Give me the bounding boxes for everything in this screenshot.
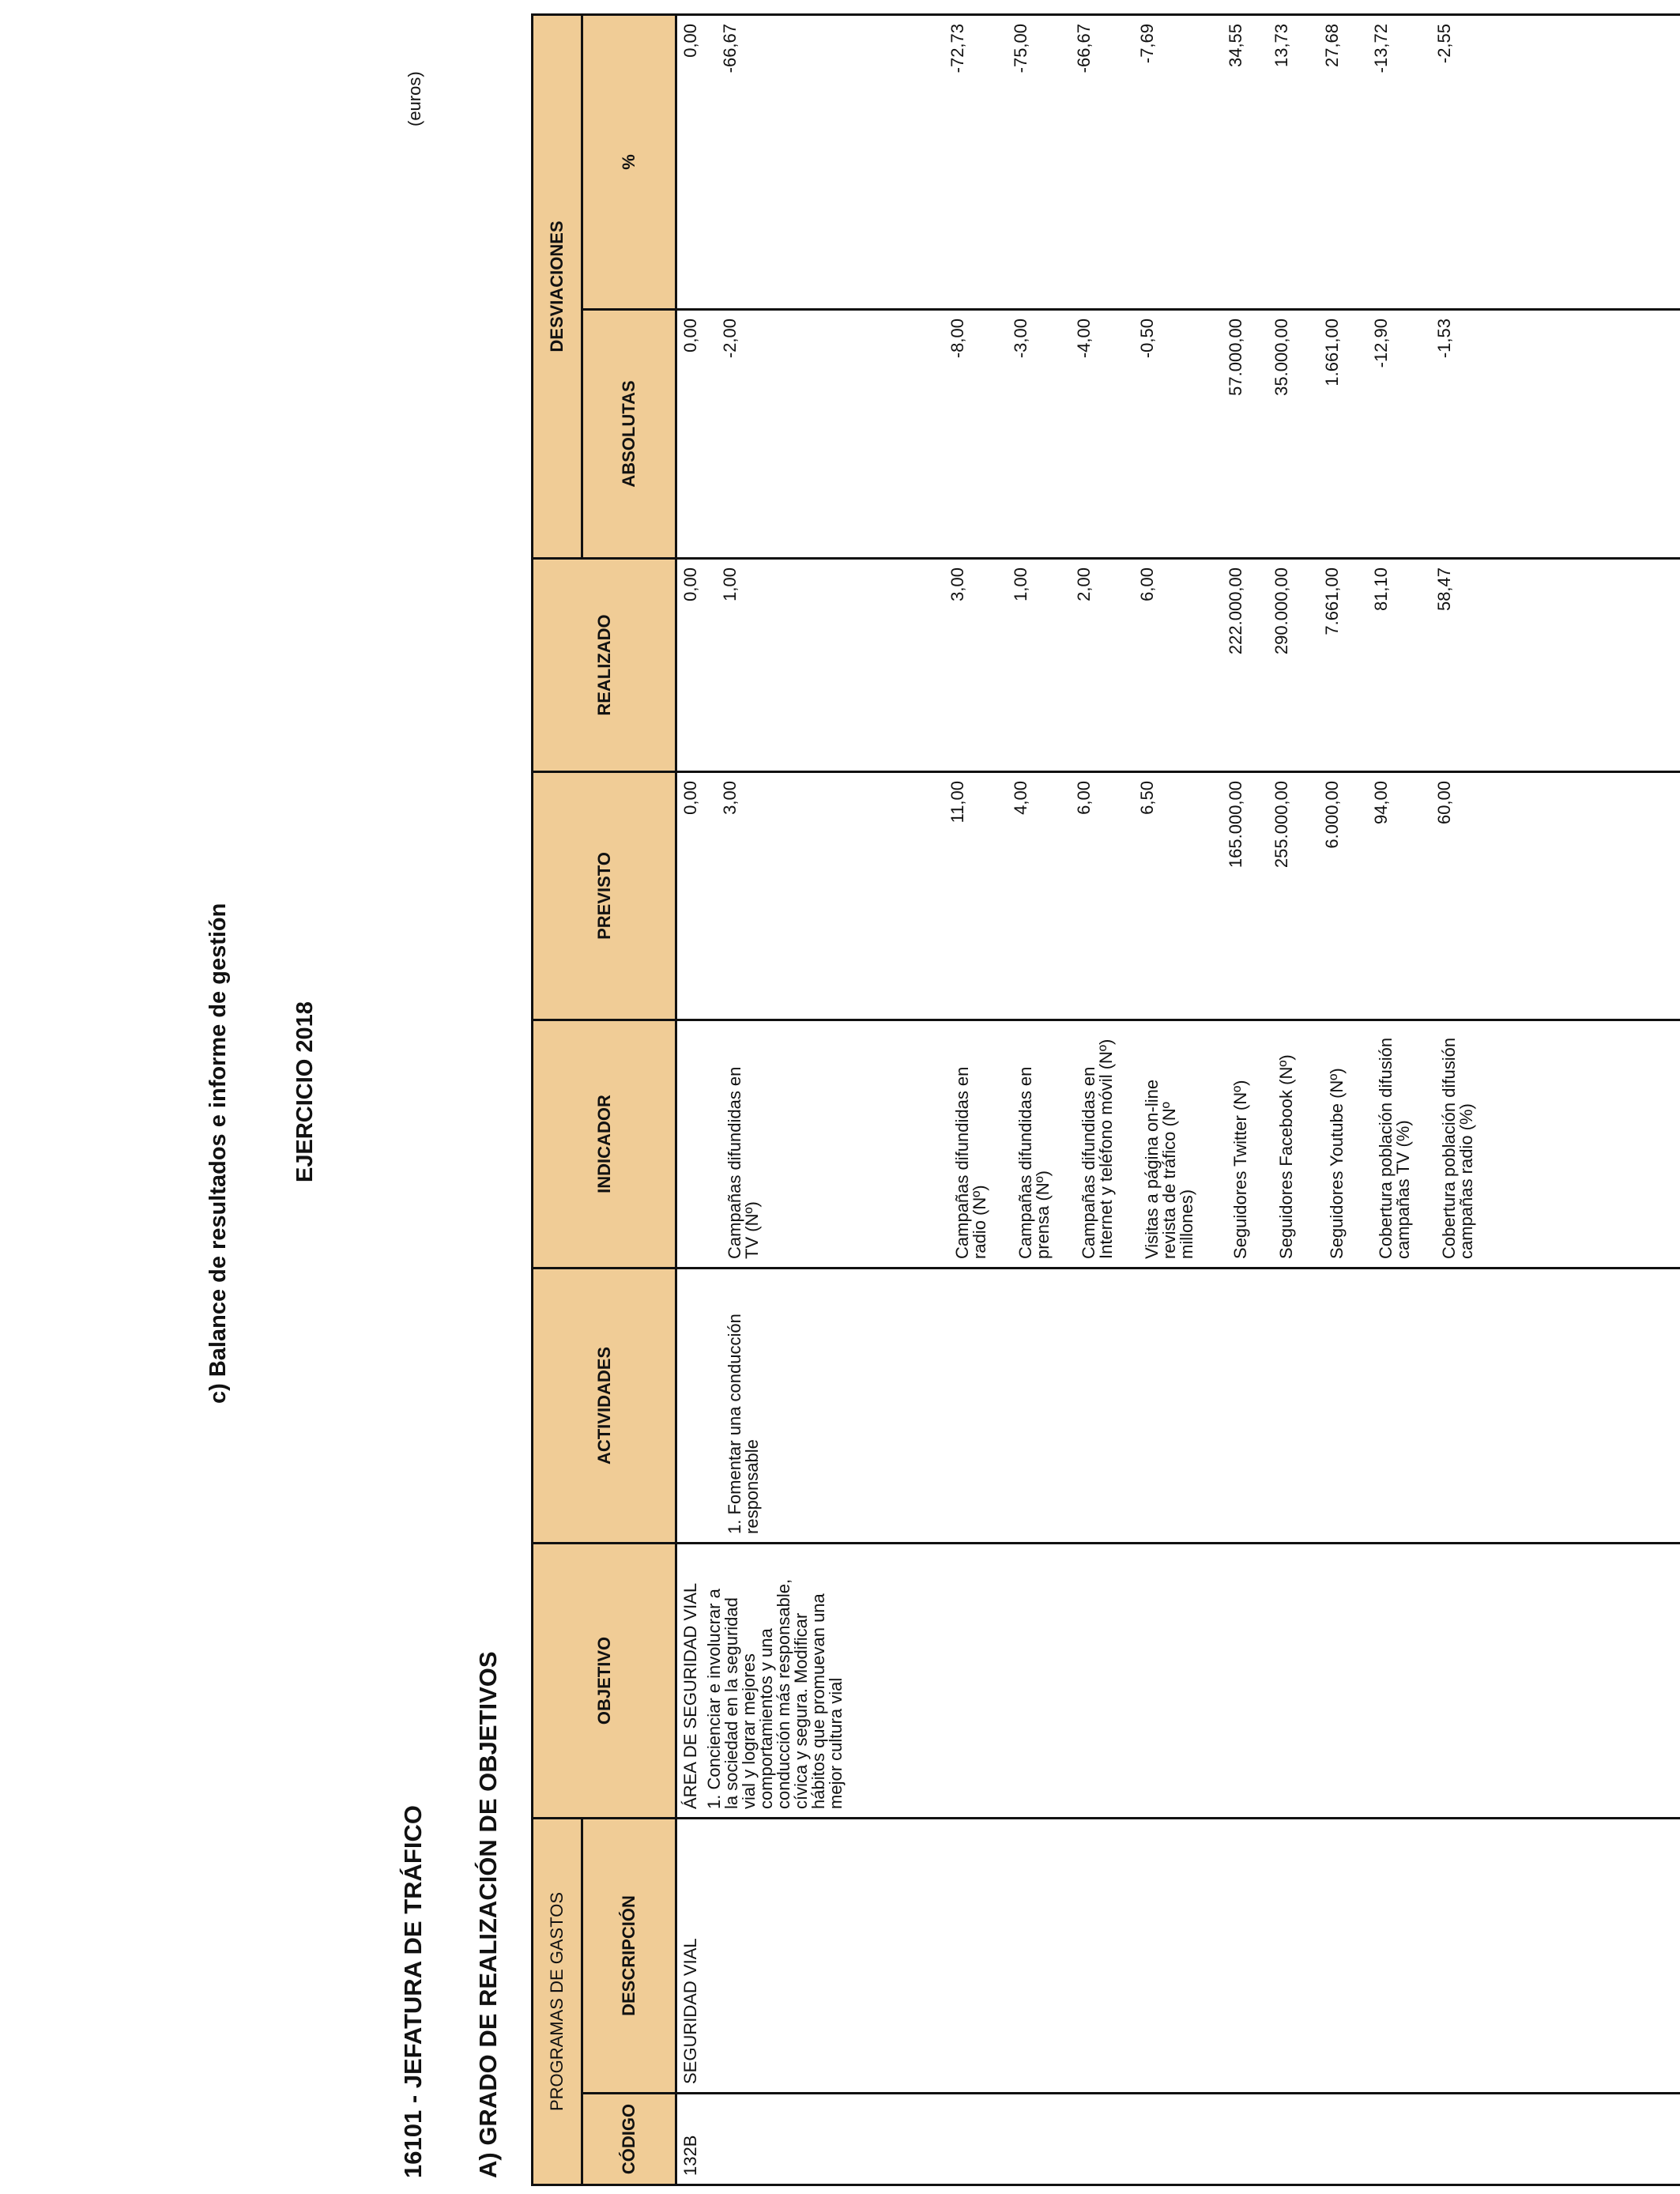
col-header-descripcion: DESCRIPCIÓN: [582, 1818, 676, 2093]
absolutas-value: -0,50: [1137, 318, 1157, 359]
porcentaje-value: -75,00: [1011, 23, 1030, 74]
porcentaje-value: -13,72: [1371, 23, 1391, 74]
objetivo-area: ÁREA DE SEGURIDAD VIAL: [680, 1582, 700, 1809]
group-header-desviaciones: DESVIACIONES: [533, 14, 582, 558]
col-header-porcentaje: %: [582, 14, 676, 309]
col-header-realizado: REALIZADO: [533, 558, 676, 771]
realizado-value: 81,10: [1371, 567, 1391, 612]
realizado-value: 222.000,00: [1226, 567, 1245, 655]
codigo-cell: [676, 2094, 1680, 2185]
indicador-cell: [676, 1020, 1680, 1268]
absolutas-value: 35.000,00: [1271, 318, 1291, 396]
indicator-text: Visitas a página on-line revista de tráfico (Nº millones): [1142, 1079, 1196, 1259]
realizado-cell: [676, 558, 1680, 771]
area-previsto: 0,00: [680, 780, 700, 815]
previsto-cell: [676, 771, 1680, 1020]
objetivo-text: 1. Concienciar e involucrar a la sociedad en la seguridad vial y lograr mejores comportamientos y una conducción más responsable, cívica y segura. Modificar hábitos que promuevan una mejor cultura vial: [704, 1578, 846, 1809]
previsto-value: 60,00: [1434, 780, 1454, 825]
area-absolutas: 0,00: [680, 318, 700, 352]
report-title: c) Balance de resultados e informe de gestión: [205, 903, 231, 1404]
porcentaje-value: 27,68: [1322, 23, 1342, 68]
previsto-value: 11,00: [947, 780, 967, 824]
indicator-text: Campañas difundidas en prensa (Nº): [1015, 1066, 1053, 1259]
realizado-value: 58,47: [1434, 567, 1454, 612]
col-header-actividades: ACTIVIDADES: [533, 1268, 676, 1543]
realizado-value: 7.661,00: [1322, 567, 1342, 635]
objectives-table: [531, 13, 1680, 2186]
descripcion-value: SEGURIDAD VIAL: [680, 1938, 700, 2084]
indicator-text: Campañas difundidas en Internet y teléfono móvil (Nº): [1079, 1039, 1116, 1259]
codigo-value: 132B: [680, 2135, 700, 2176]
area-porcentaje: 0,00: [680, 23, 700, 58]
porcentaje-value: -72,73: [947, 23, 967, 74]
realizado-value: 290.000,00: [1271, 567, 1291, 655]
absolutas-value: -3,00: [1011, 318, 1030, 359]
area-realizado: 0,00: [680, 567, 700, 601]
indicator-text: Campañas difundidas en radio (Nº): [952, 1066, 989, 1259]
absolutas-value: -12,90: [1371, 318, 1391, 368]
previsto-value: 255.000,00: [1271, 780, 1291, 869]
porcentaje-value: -66,67: [720, 23, 740, 74]
department-heading: 16101 - JEFATURA DE TRÁFICO: [399, 1805, 427, 2178]
col-header-absolutas: ABSOLUTAS: [582, 309, 676, 558]
col-header-indicador: INDICADOR: [533, 1020, 676, 1268]
previsto-value: 6,00: [1074, 780, 1094, 815]
absolutas-value: -1,53: [1434, 318, 1454, 359]
absolutas-value: 1.661,00: [1322, 318, 1342, 386]
indicator-text: Seguidores Twitter (Nº): [1230, 1080, 1250, 1259]
previsto-value: 6.000,00: [1322, 780, 1342, 849]
previsto-value: 6,50: [1137, 780, 1157, 815]
indicator-text: Cobertura población difusión campañas radio (%): [1439, 1037, 1476, 1259]
fiscal-year: EJERCICIO 2018: [292, 1001, 318, 1182]
descripcion-cell: [676, 1818, 1680, 2093]
previsto-value: 165.000,00: [1226, 780, 1245, 869]
realizado-value: 2,00: [1074, 567, 1094, 601]
col-header-codigo: CÓDIGO: [582, 2094, 676, 2185]
table-row: [676, 14, 1680, 2185]
absolutas-value: -2,00: [720, 318, 740, 359]
indicator-text: Seguidores Facebook (Nº): [1276, 1054, 1296, 1259]
porcentaje-value: 34,55: [1226, 23, 1245, 68]
porcentaje-cell: [676, 14, 1680, 309]
section-heading: A) GRADO DE REALIZACIÓN DE OBJETIVOS: [474, 1651, 502, 2178]
porcentaje-value: -2,55: [1434, 23, 1454, 64]
actividades-cell: [676, 1268, 1680, 1543]
absolutas-cell: [676, 309, 1680, 558]
porcentaje-value: -7,69: [1137, 23, 1157, 64]
absolutas-value: -8,00: [947, 318, 967, 359]
realizado-value: 1,00: [720, 567, 740, 601]
indicator-text: Campañas difundidas en TV (Nº): [725, 1066, 762, 1259]
units-label: (euros): [405, 71, 424, 126]
absolutas-value: -4,00: [1074, 318, 1094, 359]
porcentaje-value: -66,67: [1074, 23, 1094, 74]
previsto-value: 3,00: [720, 780, 740, 815]
absolutas-value: 57.000,00: [1226, 318, 1245, 396]
realizado-value: 6,00: [1137, 567, 1157, 601]
col-header-previsto: PREVISTO: [533, 771, 676, 1020]
previsto-value: 4,00: [1011, 780, 1030, 815]
previsto-value: 94,00: [1371, 780, 1391, 825]
actividad-text: 1. Fomentar una conducción responsable: [725, 1314, 762, 1534]
col-header-objetivo: OBJETIVO: [533, 1543, 676, 1818]
group-header-programas: PROGRAMAS DE GASTOS: [533, 1818, 582, 2185]
realizado-value: 1,00: [1011, 567, 1030, 601]
realizado-value: 3,00: [947, 567, 967, 601]
indicator-text: Cobertura población difusión campañas TV (%): [1376, 1037, 1413, 1259]
porcentaje-value: 13,73: [1271, 23, 1291, 68]
indicator-text: Seguidores Youtube (Nº): [1327, 1068, 1347, 1259]
objetivo-cell: [676, 1543, 1680, 1818]
